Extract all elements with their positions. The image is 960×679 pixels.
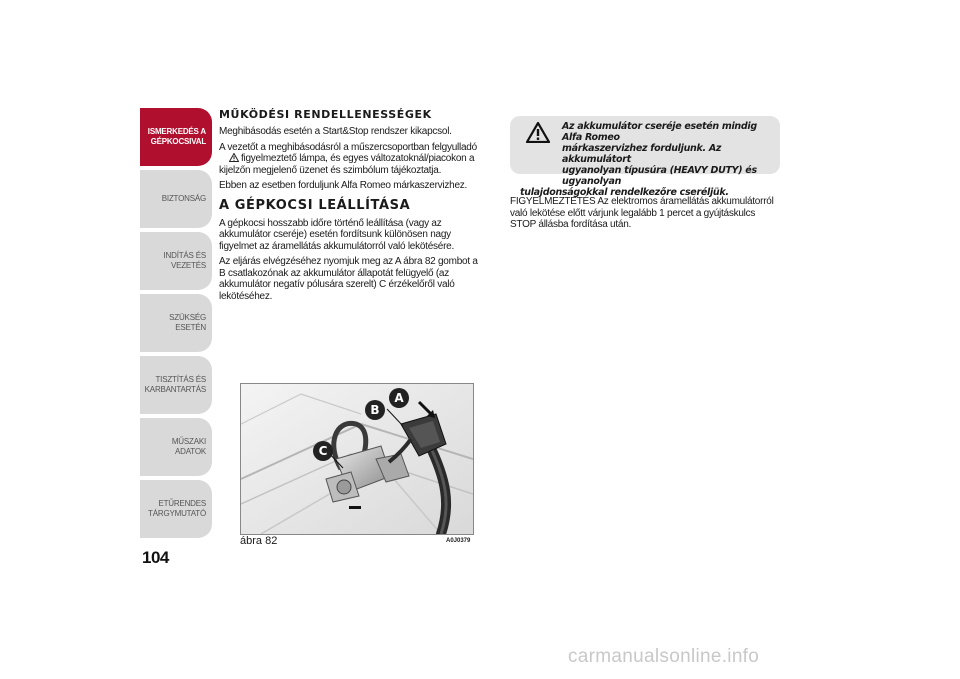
tab-starting-driving[interactable]: INDÍTÁS ÉS VEZETÉS [140, 232, 212, 290]
label-c: C [313, 441, 333, 461]
figure-caption: ábra 82 [240, 535, 278, 547]
watermark: carmanualsonline.info [568, 646, 760, 667]
left-column [219, 108, 481, 306]
paragraph-4: A gépkocsi hosszabb időre történő leállítása (vagy az akkumulátor cseréje) esetén fordítsunk különösen nagy figyelmet az áramellátás akkumulátorról való lekötésére. [219, 217, 454, 252]
paragraph-2-start: A vezetőt a meghibásodásról a műszercsoportban felgyulladó [219, 141, 477, 153]
battery-illustration [241, 384, 473, 534]
battery-terminal-figure [240, 383, 474, 535]
paragraph-5: Az eljárás elvégzéséhez nyomjuk meg az A ábra 82 gombot a B csatlakozónak az akkumulátor állapotát felügyelő (az akkumulátor negatív pólusára szerelt) C érzékelőről való lekötéséhez. [219, 256, 478, 302]
tab-emergency[interactable]: SZÜKSÉG ESETÉN [140, 294, 212, 352]
tab-index[interactable]: ETŰRENDES TÁRGYMUTATÓ [140, 480, 212, 538]
warning-light-icon [229, 153, 239, 162]
label-b: B [365, 400, 385, 420]
paragraph-3: Ebben az esetben forduljunk Alfa Romeo márkaszervizhez. [219, 180, 468, 191]
figure-code: A0J0379 [446, 538, 471, 544]
warning-text [520, 121, 774, 198]
paragraph-2-end: figyelmeztető lámpa, és egyes változatoknál/piacokon a kijelzőn megjelenő üzenet és szimbólum tájékoztatja. [219, 153, 475, 176]
warning-box [510, 116, 780, 198]
caution-note: FIGYELMEZTETÉS Az elektromos áramellátás akkumulátorról való lekötése előtt várjunk legalább 1 percet a gyújtáskulcs STOP állásba fordítása után. [510, 196, 774, 230]
warning-line-4: tulajdonságokkal rendelkezőre cseréljük. [520, 187, 729, 198]
label-a: A [389, 388, 409, 408]
heading-parking: A GÉPKOCSI LEÁLLÍTÁSA [219, 197, 411, 213]
tab-getting-to-know[interactable]: ISMERKEDÉS A GÉPKOCSIVAL [140, 108, 212, 166]
chapter-tabs [140, 108, 212, 542]
tab-safety[interactable]: BIZTONSÁG [140, 170, 212, 228]
warning-line-3: ugyanolyan típusúra (HEAVY DUTY) és ugyanolyan [562, 165, 757, 187]
warning-line-1: Az akkumulátor cseréje esetén mindig Alfa Romeo [562, 121, 757, 143]
tab-maintenance[interactable]: TISZTÍTÁS ÉS KARBANTARTÁS [140, 356, 212, 414]
warning-line-2: márkaszervizhez forduljunk. Az akkumulátort [562, 143, 722, 165]
tab-technical-data[interactable]: MŰSZAKI ADATOK [140, 418, 212, 476]
page-number: 104 [142, 548, 169, 567]
heading-malfunction: MŰKÖDÉSI RENDELLENESSÉGEK [219, 108, 432, 121]
paragraph-1: Meghibásodás esetén a Start&Stop rendszer kikapcsol. [219, 126, 452, 137]
paragraph-2 [219, 142, 481, 177]
